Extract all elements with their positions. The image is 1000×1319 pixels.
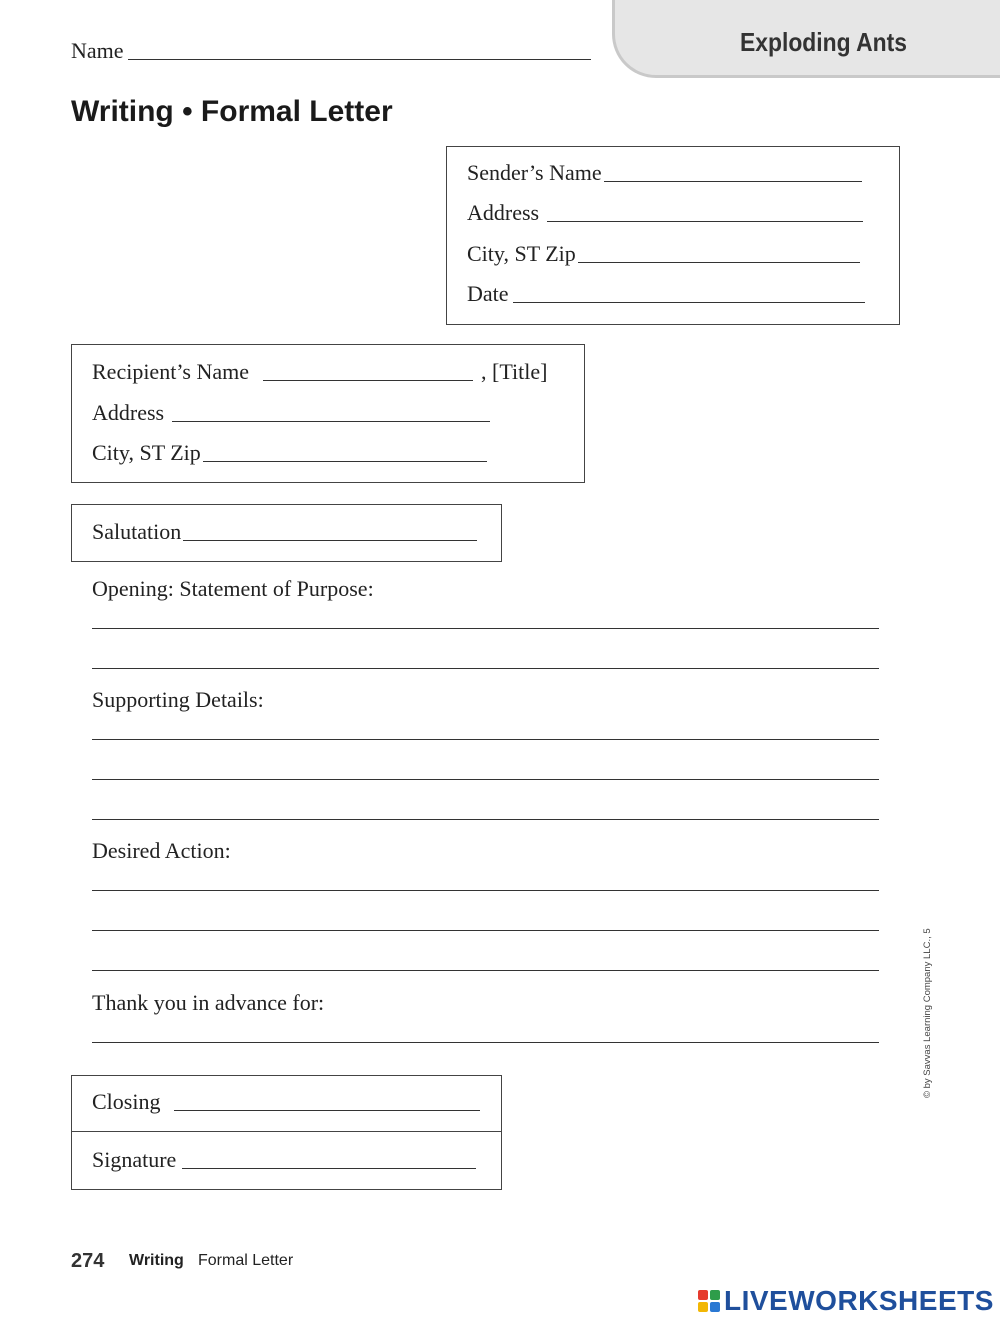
desired-line-2[interactable] [92,930,879,931]
liveworksheets-wordmark: LIVEWORKSHEETS [724,1285,994,1316]
page-title: Writing • Formal Letter [71,95,393,128]
thanks-line-1[interactable] [92,1042,879,1043]
sender-address-field [467,200,863,226]
sender-address-label: Address [467,200,540,225]
thanks-label: Thank you in advance for: [92,990,325,1015]
liveworksheets-blocks-icon [698,1290,720,1312]
student-name-line[interactable] [128,59,591,60]
supporting-label: Supporting Details: [92,687,264,712]
sender-city-line[interactable] [578,262,860,263]
sender-name-line[interactable] [604,181,862,182]
desired-line-1[interactable] [92,890,879,891]
opening-line-2[interactable] [92,668,879,669]
recipient-name-line[interactable] [263,380,473,381]
story-title: Exploding Ants [740,27,907,57]
sender-address-line[interactable] [547,221,863,222]
recipient-city-line[interactable] [203,461,487,462]
supporting-line-3[interactable] [92,819,879,820]
salutation-line[interactable] [183,540,477,541]
recipient-address-line[interactable] [172,421,490,422]
recipient-name-field [92,359,547,385]
desired-line-3[interactable] [92,970,879,971]
recipient-title-label: , [Title] [481,359,548,384]
sender-name-field [467,160,862,186]
signature-line[interactable] [182,1168,476,1169]
copyright-notice: © by Savvas Learning Company LLC., 5 [922,928,933,1098]
recipient-name-label: Recipient’s Name [92,359,250,384]
closing-field [92,1089,480,1115]
opening-line-1[interactable] [92,628,879,629]
supporting-line-1[interactable] [92,739,879,740]
sender-city-field [467,241,860,267]
recipient-city-field [92,440,487,466]
signature-label: Signature [92,1147,177,1172]
student-name-label: Name [71,38,124,63]
signature-field [92,1147,476,1173]
closing-line[interactable] [174,1110,480,1111]
desired-action-label: Desired Action: [92,838,231,863]
salutation-label: Salutation [92,519,182,544]
sender-date-line[interactable] [513,302,865,303]
opening-label: Opening: Statement of Purpose: [92,576,374,601]
closing-label: Closing [92,1089,161,1114]
footer-topic: Formal Letter [198,1252,294,1269]
closing-divider [71,1131,502,1132]
student-name-field [71,38,591,64]
page-number: 274 [71,1250,105,1272]
salutation-field [92,519,477,545]
recipient-city-label: City, ST Zip [92,440,201,465]
footer-section: Writing [129,1252,184,1269]
recipient-address-field [92,400,490,426]
liveworksheets-logo[interactable] [698,1285,994,1317]
sender-date-field [467,281,865,307]
sender-date-label: Date [467,281,509,306]
recipient-address-label: Address [92,400,165,425]
supporting-line-2[interactable] [92,779,879,780]
sender-name-label: Sender’s Name [467,160,602,185]
sender-city-label: City, ST Zip [467,241,576,266]
